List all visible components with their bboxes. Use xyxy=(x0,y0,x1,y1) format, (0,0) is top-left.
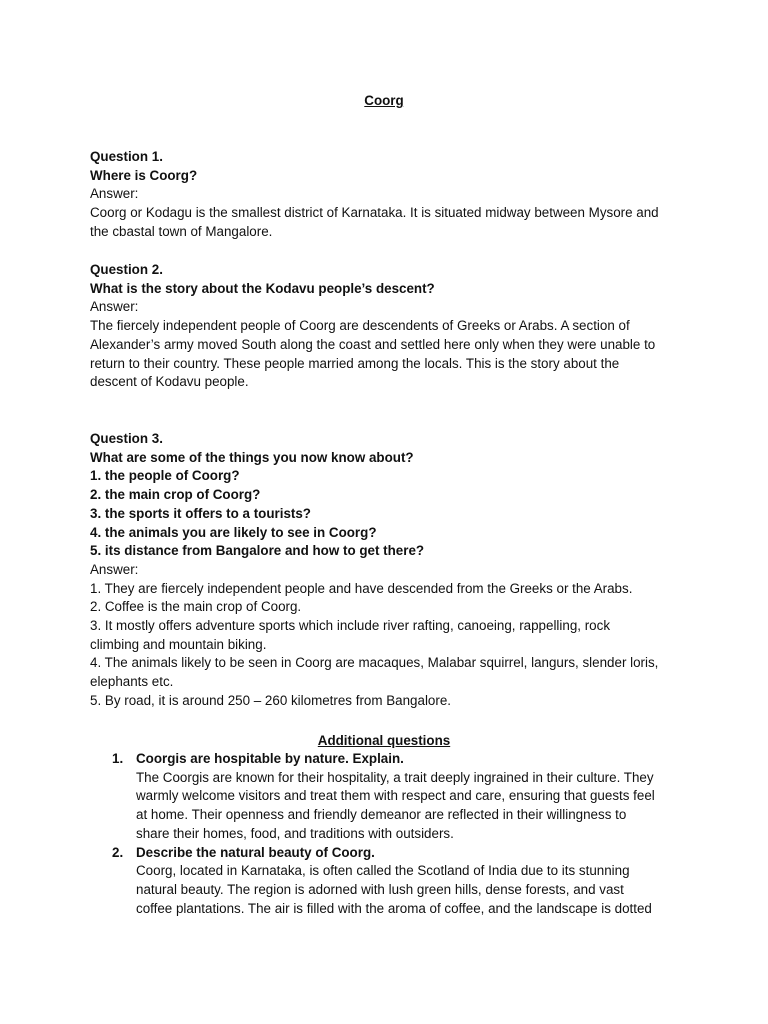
answer-line: 1. They are fiercely independent people and have descended from the Greeks or the Arabs. xyxy=(90,580,633,596)
answer-line: Alexander’s army moved South along the coast and settled here only when they were unable to xyxy=(90,336,656,352)
answer-line: 3. It mostly offers adventure sports which include river rafting, canoeing, rappelling, rock xyxy=(90,618,611,634)
answer-line: the cbastal town of Mangalore. xyxy=(90,223,273,239)
additional-questions-list xyxy=(112,750,692,918)
question-1-block xyxy=(90,148,690,242)
list-item xyxy=(112,844,692,919)
question-text: What is the story about the Kodavu people’s descent? xyxy=(90,280,435,296)
answer-line: descent of Kodavu people. xyxy=(90,374,249,390)
answer-line: 2. Coffee is the main crop of Coorg. xyxy=(90,599,302,615)
answer-label: Answer: xyxy=(90,561,139,577)
answer-line: The Coorgis are known for their hospitality, a trait deeply ingrained in their culture. They xyxy=(136,769,654,785)
answer-line: share their homes, food, and traditions with outsiders. xyxy=(136,825,454,841)
answer-line: The fiercely independent people of Coorg are descendents of Greeks or Arabs. A section of xyxy=(90,318,630,334)
answer-label: Answer: xyxy=(90,299,139,315)
answer-label: Answer: xyxy=(90,186,139,202)
list-number: 1. xyxy=(112,751,124,766)
answer-line: Coorg, located in Karnataka, is often called the Scotland of India due to its stunning xyxy=(136,863,630,879)
answer-line: at home. Their openness and friendly demeanor are reflected in their willingness to xyxy=(136,807,627,823)
answer-line: warmly welcome visitors and treat them with respect and care, ensuring that guests feel xyxy=(136,788,655,804)
answer-line: natural beauty. The region is adorned with lush green hills, dense forests, and vast xyxy=(136,881,624,897)
question-2-block xyxy=(90,261,690,392)
list-number: 2. xyxy=(112,844,124,860)
additional-questions-heading: Additional questions xyxy=(317,733,451,748)
page-title: Coorg xyxy=(364,93,404,108)
question-subitem: 4. the animals you are likely to see in Coorg? xyxy=(90,524,377,540)
question-subitem: 2. the main crop of Coorg? xyxy=(90,487,261,503)
question-subitem: 1. the people of Coorg? xyxy=(90,468,240,484)
answer-line: climbing and mountain biking. xyxy=(90,636,267,652)
answer-line: coffee plantations. The air is filled with the aroma of coffee, and the landscape is dotted xyxy=(136,900,652,916)
question-subitem: 3. the sports it offers to a tourists? xyxy=(90,505,311,521)
question-label: Question 3. xyxy=(90,431,163,446)
answer-line: 5. By road, it is around 250 – 260 kilometres from Bangalore. xyxy=(90,692,451,708)
answer-line: elephants etc. xyxy=(90,674,174,690)
question-text: Describe the natural beauty of Coorg. xyxy=(136,844,375,860)
list-item xyxy=(112,750,692,844)
answer-line: 4. The animals likely to be seen in Coorg are macaques, Malabar squirrel, langurs, slender loris, xyxy=(90,655,659,671)
question-text: What are some of the things you now know about? xyxy=(90,449,414,465)
question-label: Question 1. xyxy=(90,149,163,164)
answer-line: Coorg or Kodagu is the smallest district of Karnataka. It is situated midway between Mysore and xyxy=(90,205,659,221)
question-subitem: 5. its distance from Bangalore and how to get there? xyxy=(90,543,425,559)
question-3-block xyxy=(90,430,690,711)
question-text: Where is Coorg? xyxy=(90,167,198,183)
answer-line: return to their country. These people married among the locals. This is the story about the xyxy=(90,355,620,371)
question-label: Question 2. xyxy=(90,262,163,277)
question-text: Coorgis are hospitable by nature. Explain. xyxy=(136,751,404,766)
